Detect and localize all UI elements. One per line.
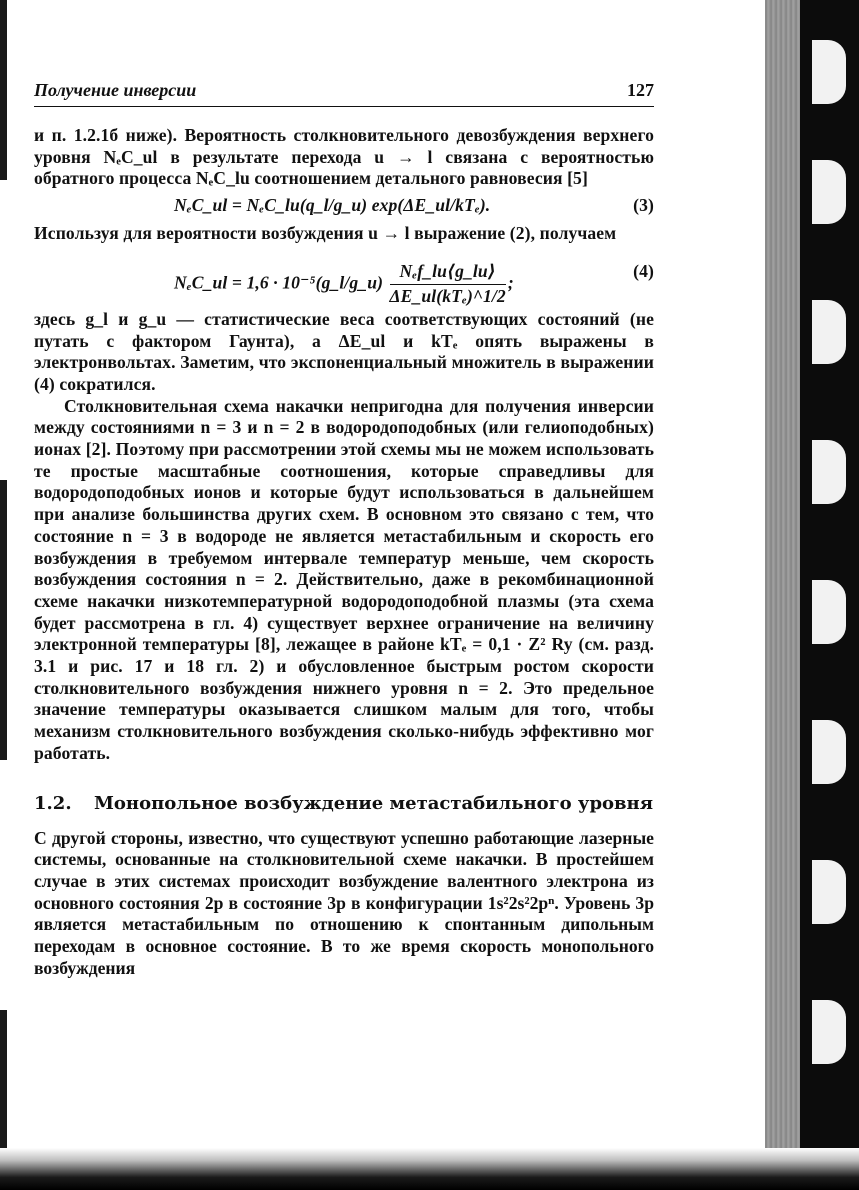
scan-edge-left (0, 0, 7, 1190)
body-text (34, 125, 654, 765)
page-header (34, 76, 654, 107)
equation-body: NₑC_ul = NₑC_lu(q_l/g_u) exp(ΔE_ul/kTₑ). (174, 195, 491, 216)
equation-body (174, 261, 514, 307)
paragraph: здесь g_l и g_u — статистические веса соответствующих состояний (не путать с фактором Гаунта), а ΔE_ul и kTₑ опять выражены в электронвольтах. Заметим, что экспоненциальный множитель в выражении (4) сократился. (34, 308, 654, 394)
paragraph: Используя для вероятности возбуждения u → l выражение (2), получаем (34, 223, 617, 244)
scan-edge-gap (0, 180, 7, 480)
paragraph: С другой стороны, известно, что существуют успешно работающие лазерные системы, основанные на столкновительной схеме накачки. В простейшем случае в этих системах происходит возбуждение валентного электрона из основного состояния 2p в состояние 3p в конфигурации 1s²2s²2pⁿ. Уровень 3p является метастабильным по отношению к спонтанным дипольным переходам в основное состояние. В то же время скорость монопольного возбуждения (34, 827, 654, 978)
page-tab (812, 720, 846, 784)
page-tab (812, 580, 846, 644)
section-number: 1.2. (34, 792, 72, 814)
section-heading (34, 793, 654, 814)
body-text (34, 828, 654, 980)
fraction-numerator: Nₑf_lu⟨g_lu⟩ (390, 261, 506, 285)
scan-edge-gap (0, 760, 7, 1010)
running-title: Получение инверсии (34, 80, 197, 100)
page-tab (812, 440, 846, 504)
equation-fraction (390, 261, 506, 307)
equation-lhs: NₑC_ul = 1,6 · 10⁻⁵(g_l/g_u) (174, 272, 384, 293)
page-number: 127 (627, 80, 654, 100)
paragraph: и п. 1.2.1б ниже). Вероятность столкновительного девозбуждения верхнего уровня NₑC_ul в результате перехода u → l связана с вероятностью обратного процесса NₑC_lu соотношением детального равновесия [5] (34, 125, 654, 189)
page-tab (812, 300, 846, 364)
equation-3 (34, 192, 654, 222)
equation-4 (34, 247, 654, 306)
page-tab (812, 160, 846, 224)
page-tab (812, 860, 846, 924)
section-title: Монопольное возбуждение метастабильного уровня (94, 792, 654, 814)
book-page (34, 76, 654, 980)
equation-tail: ; (507, 272, 514, 293)
equation-number: (3) (633, 195, 654, 216)
page-tab (812, 40, 846, 104)
paragraph: Столкновительная схема накачки непригодна для получения инверсии между состояниями n = 3 и n = 2 в водородоподобных (или гелиоподобных) ионах [2]. Поэтому при рассмотрении этой схемы мы не можем использовать те простые масштабные соотношения, которые справедливы для водородоподобных ионов и которые будут использоваться в дальнейшем при анализе большинства других схем. В основном это связано с тем, что состояние n = 3 в водороде не является метастабильным и скорость его возбуждения в требуемом интервале температур меньше, чем скорость возбуждения состояния n = 2. Действительно, даже в рекомбинационной схеме накачки низкотемпературной водородоподобной плазмы (эта схема будет рассмотрена в гл. 4) существует верхнее ограничение на величину электронной температуры [8], лежащее в районе kTₑ = 0,1 · Z² Ry (см. разд. 3.1 и рис. 17 и 18 гл. 2) и обусловленное быстрым ростом скорости столкновительного возбуждения нижнего уровня n = 2. Это предельное значение температуры оказывается слишком малым для того, чтобы механизм столкновительного возбуждения сколько-нибудь эффективно мог работать. (34, 395, 654, 763)
fraction-denominator: ΔE_ul(kTₑ)^1/2 (389, 285, 506, 306)
scan-bottom-shadow (0, 1148, 859, 1190)
page-tab (812, 1000, 846, 1064)
equation-number: (4) (633, 260, 654, 281)
